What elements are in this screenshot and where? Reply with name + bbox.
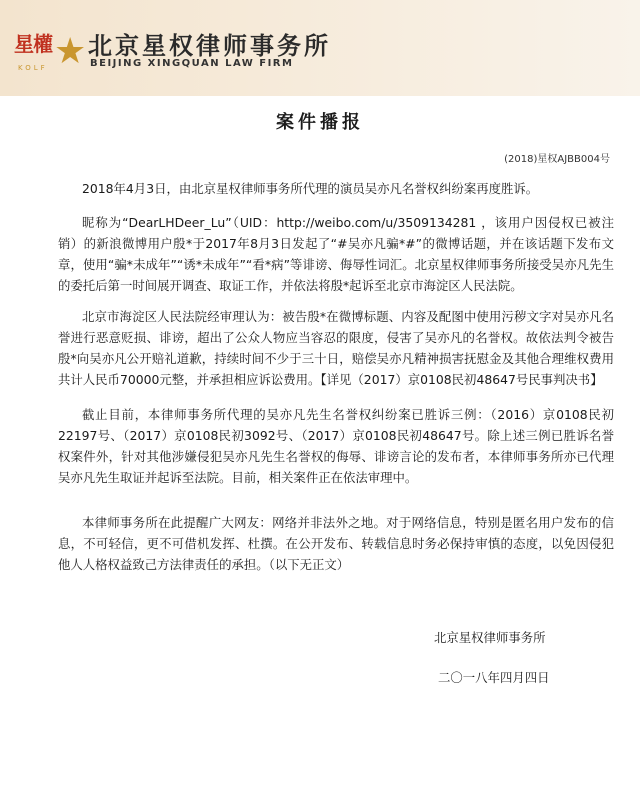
logo-subtext: KOLF xyxy=(18,64,48,72)
signature-date: 二〇一八年四月四日 xyxy=(438,670,550,685)
firm-logo xyxy=(14,24,86,80)
signature-firm: 北京星权律师事务所 xyxy=(434,630,546,645)
paragraph-reminder: 本律师事务所在此提醒广大网友：网络并非法外之地。对于网络信息，特别是匿名用户发布的信息，不可轻信，更不可借机发挥、杜撰。在公开发布、转载信息时务必保持审慎的态度，以免因侵犯他人人格权益致己方法律责任的承担。（以下无正文） xyxy=(58,515,614,572)
document-title: 案件播报 xyxy=(276,112,364,133)
document-number: (2018)星权AJBB004号 xyxy=(504,154,610,165)
paragraph-background: 昵称为“DearLHDeer_Lu”（UID：http://weibo.com/u/3509134281 ，该用户因侵权已被注销）的新浪微博用户殷*于2017年8月3日发起了“#吴亦凡骗*#”的微博话题，并在该话题下发布文章，使用“骗*未成年”“诱*未成年”“看*病”等诽谤、侮辱性词汇。北京星权律师事务所接受吴亦凡先生的委托后第一时间展开调查、取证工作，并依法将殷*起诉至北京市海淀区人民法院。 xyxy=(58,215,614,293)
firm-name-english: BEIJING XINGQUAN LAW FIRM xyxy=(90,58,294,69)
paragraph-status: 截止目前，本律师事务所代理的吴亦凡先生名誉权纠纷案已胜诉三例：（2016）京0108民初22197号、（2017）京0108民初3092号、（2017）京0108民初48647号。除上述三例已胜诉名誉权案件外，针对其他涉嫌侵犯吴亦凡先生名誉权的侮辱、诽谤言论的发布者，本律师事务所亦已代理吴亦凡先生取证并起诉至法院。目前，相关案件正在依法审理中。 xyxy=(58,407,614,485)
logo-text: 星權 xyxy=(14,32,52,56)
paragraph-judgment: 北京市海淀区人民法院经审理认为：被告殷*在微博标题、内容及配图中使用污秽文字对吴亦凡名誉进行恶意贬损、诽谤，超出了公众人物应当容忍的限度，侵害了吴亦凡的名誉权。故依法判令被告殷*向吴亦凡公开赔礼道歉，持续时间不少于三十日，赔偿吴亦凡精神损害抚慰金及其他合理维权费用共计人民币70000元整，并承担相应诉讼费用。【详见（2017）京0108民初48647号民事判决书】 xyxy=(58,309,614,387)
letterhead xyxy=(0,0,640,96)
firm-name-chinese: 北京星权律师事务所 xyxy=(88,31,331,60)
paragraph-intro: 2018年4月3日，由北京星权律师事务所代理的演员吴亦凡名誉权纠纷案再度胜诉。 xyxy=(82,181,539,196)
star-icon: ★ xyxy=(54,31,87,72)
